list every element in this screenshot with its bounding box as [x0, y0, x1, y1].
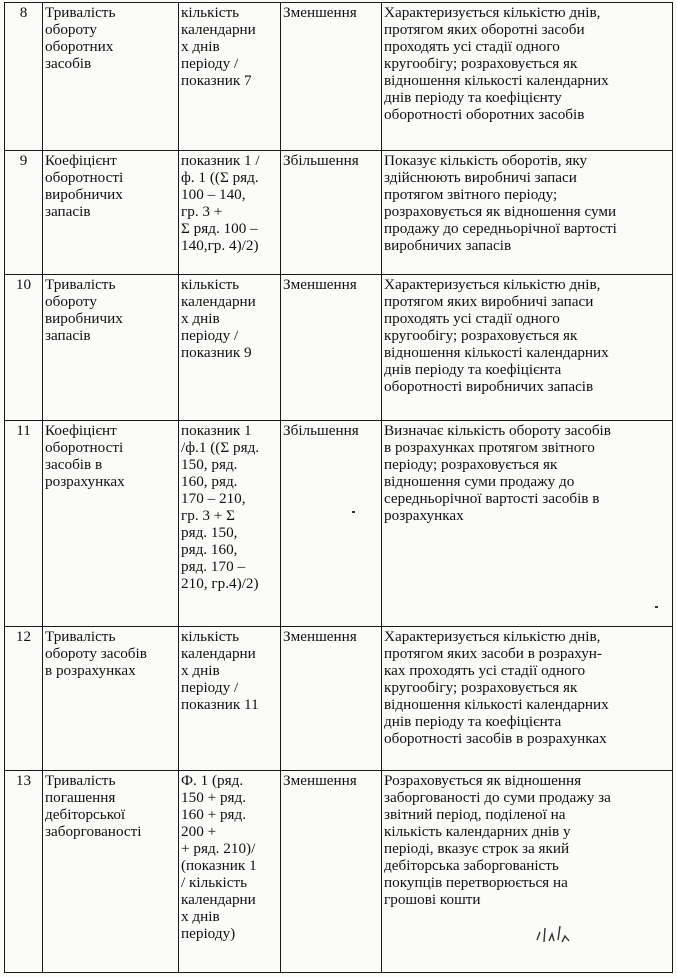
indicator-description: Характеризується кількістю днів, протягом яких оборотні засоби проходять усі стадії одного кругообігу; розраховується як відношення кількості календарних днів періоду та коефіцієнту оборотності оборотних засобів	[382, 3, 673, 151]
indicator-description: Розраховується як відношення заборгованості до суми продажу за звітний період, поділеної на кількість календарних днів у періоді, вказує строк за який дебіторська заборгованість покупців перетворюється на грошові кошти	[382, 771, 673, 973]
row-number: 11	[5, 421, 43, 627]
indicator-name: Тривалість обороту оборотних засобів	[43, 3, 179, 151]
table-row	[5, 421, 673, 627]
scribble-mark	[534, 922, 574, 946]
row-number: 10	[5, 275, 43, 421]
indicators-table	[4, 2, 673, 973]
table-row	[5, 627, 673, 771]
indicator-description: Характеризується кількістю днів, протягом яких засоби в розрахун- ках проходять усі стадії одного кругообігу; розраховується як відношення кількості календарних днів періоду та коефіцієнта оборотності засобів в розрахунках	[382, 627, 673, 771]
row-number: 8	[5, 3, 43, 151]
row-number: 9	[5, 151, 43, 275]
row-number: 13	[5, 771, 43, 973]
indicator-name: Тривалість обороту засобів в розрахунках	[43, 627, 179, 771]
indicator-trend: Зменшення	[281, 275, 382, 421]
indicator-description: Характеризується кількістю днів, протягом яких виробничі запаси проходять усі стадії одного кругообігу; розраховується як відношення кількості календарних днів періоду та коефіцієнта оборотності виробничих запасів	[382, 275, 673, 421]
indicator-trend: Зменшення	[281, 771, 382, 973]
indicator-trend: Зменшення	[281, 3, 382, 151]
table-row	[5, 3, 673, 151]
table-row	[5, 151, 673, 275]
indicator-trend: Збільшення	[281, 151, 382, 275]
indicator-formula: Ф. 1 (ряд. 150 + ряд. 160 + ряд. 200 + + ряд. 210)/ (показник 1 / кількість календарни х днів періоду)	[179, 771, 281, 973]
indicator-description: Визначає кількість обороту засобів в розрахунках протягом звітного періоду; розраховується як відношення суми продажу до середньорічної вартості засобів в розрахунках	[382, 421, 673, 627]
scan-speck	[655, 606, 658, 608]
indicator-formula: кількість календарни х днів періоду / показник 11	[179, 627, 281, 771]
indicator-name: Коефіцієнт оборотності виробничих запасів	[43, 151, 179, 275]
indicator-name: Коефіцієнт оборотності засобів в розрахунках	[43, 421, 179, 627]
row-number: 12	[5, 627, 43, 771]
indicator-name: Тривалість обороту виробничих запасів	[43, 275, 179, 421]
indicator-formula: кількість календарни х днів періоду / показник 9	[179, 275, 281, 421]
table-row	[5, 275, 673, 421]
indicator-formula: показник 1 /ф.1 ((Σ ряд. 150, ряд. 160, ряд. 170 – 210, гр. 3 + Σ ряд. 150, ряд. 160, ряд. 170 – 210, гр.4)/2)	[179, 421, 281, 627]
indicator-description: Показує кількість оборотів, яку здійснюють виробничі запаси протягом звітного періоду; розраховується як відношення суми продажу до середньорічної вартості виробничих запасів	[382, 151, 673, 275]
indicator-formula: показник 1 / ф. 1 ((Σ ряд. 100 – 140, гр. 3 + Σ ряд. 100 – 140,гр. 4)/2)	[179, 151, 281, 275]
scan-speck	[352, 511, 355, 513]
indicator-formula: кількість календарни х днів періоду / показник 7	[179, 3, 281, 151]
indicator-name: Тривалість погашення дебіторської заборгованості	[43, 771, 179, 973]
indicator-trend: Збільшення	[281, 421, 382, 627]
indicator-trend: Зменшення	[281, 627, 382, 771]
